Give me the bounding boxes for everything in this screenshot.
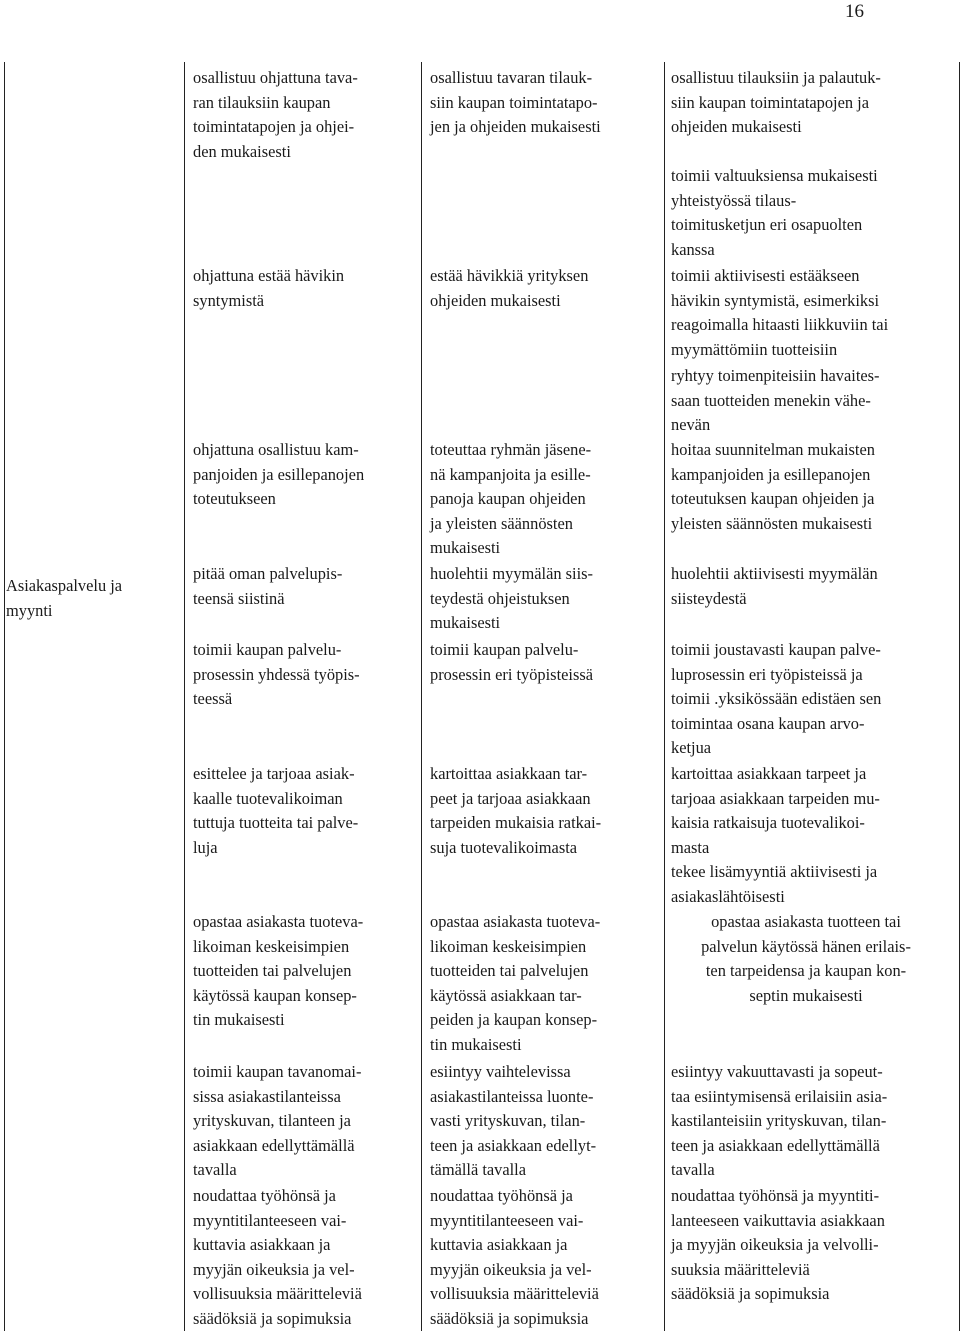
column-divider [421,62,422,1331]
criterion-cell: kartoittaa asiakkaan tarpeet ja tarjoaa asiakkaan tarpeiden mu- kaisia ratkaisuja tuotevalikoi- masta [671,764,880,857]
row-label-asiakaspalvelu: Asiakaspalvelu ja myynti [6,576,123,620]
criterion-cell: tekee lisämyyntiä aktiivisesti ja asiakaslähtöisesti [671,862,878,906]
criterion-cell: noudattaa työhönsä ja myyntitilanteeseen vai- kuttavia asiakkaan ja myyjän oikeuksia ja vel- vollisuuksia määritteleviä säädöksiä ja sopimuksia [430,1186,599,1328]
criterion-cell: toimii aktiivisesti estääkseen hävikin syntymistä, esimerkiksi reagoimalla hitaasti liikkuviin tai myymättömiin tuotteisiin [671,266,889,359]
criterion-cell: noudattaa työhönsä ja myyntitilanteeseen vai- kuttavia asiakkaan ja myyjän oikeuksia ja vel- vollisuuksia määritteleviä säädöksiä ja sopimuksia [193,1186,362,1328]
criterion-cell: pitää oman palvelupis- teensä siistinä [193,564,343,608]
criterion-cell: toimii joustavasti kaupan palve- luprosessin eri työpisteissä ja toimii .yksikössään edistäen sen toimintaa osana kaupan arvo- ketjua [671,640,882,757]
criterion-cell: opastaa asiakasta tuotteen tai palvelun käytössä hänen erilais- ten tarpeidensa ja kaupan kon- septin mukaisesti [701,912,911,1005]
criterion-cell: huolehtii myymälän siis- teydestä ohjeistuksen mukaisesti [430,564,593,632]
criterion-cell: esiintyy vaihtelevissa asiakastilanteissa luonte- vasti yrityskuvan, tilan- teen ja asiakkaan edellyt- tämällä tavalla [430,1062,597,1179]
criterion-cell: toimii valtuuksiensa mukaisesti yhteistyössä tilaus- toimitusketjun eri osapuolten kanssa [671,166,878,259]
criterion-cell: toteuttaa ryhmän jäsene- nä kampanjoita ja esille- panoja kaupan ohjeiden ja yleisten säännösten mukaisesti [430,440,592,557]
criterion-cell: ohjattuna estää hävikin syntymistä [193,266,345,310]
criterion-cell: osallistuu tavaran tilauk- siin kaupan toimintatapo- jen ja ohjeiden mukaisesti [430,68,601,136]
criterion-cell: osallistuu ohjattuna tava- ran tilauksiin kaupan toimintatapojen ja ohjei- den mukaisesti [193,68,358,161]
page-number: 16 [845,1,864,22]
criterion-cell: ryhtyy toimenpiteisiin havaites- saan tuotteiden menekin vähe- nevän [671,366,880,434]
criterion-cell: toimii kaupan tavanomai- sissa asiakastilanteissa yrityskuvan, tilanteen ja asiakkaan edellyttämällä tavalla [193,1062,362,1179]
column-divider [664,62,665,1331]
criterion-cell: huolehtii aktiivisesti myymälän siisteydestä [671,564,878,608]
criterion-cell: opastaa asiakasta tuoteva- likoiman keskeisimpien tuotteiden tai palvelujen käytössä kaupan konsep- tin mukaisesti [193,912,364,1029]
criterion-cell: esiintyy vakuuttavasti ja sopeut- taa esiintymisensä erilaisiin asia- kastilanteisiin yrityskuvan, tilan- teen ja asiakkaan edellyttämällä tavalla [671,1062,888,1179]
criterion-cell: ohjattuna osallistuu kam- panjoiden ja esillepanojen toteutukseen [193,440,365,508]
criterion-cell: osallistuu tilauksiin ja palautuk- siin kaupan toimintatapojen ja ohjeiden mukaisesti [671,68,881,136]
column-divider [184,62,185,1331]
criterion-cell: noudattaa työhönsä ja myyntiti- lanteeseen vaikuttavia asiakkaan ja myyjän oikeuksia ja velvolli- suuksia määritteleviä säädöksiä ja sopimuksia [671,1186,885,1303]
criterion-cell: hoitaa suunnitelman mukaisten kampanjoiden ja esillepanojen toteutuksen kaupan ohjeiden ja yleisten säännösten mukaisesti [671,440,875,533]
criterion-cell: opastaa asiakasta tuoteva- likoiman keskeisimpien tuotteiden tai palvelujen käytössä asiakkaan tar- peiden ja kaupan konsep- tin mukaisesti [430,912,601,1054]
criterion-cell: estää hävikkiä yrityksen ohjeiden mukaisesti [430,266,589,310]
criterion-cell: esittelee ja tarjoaa asiak- kaalle tuotevalikoiman tuttuja tuotteita tai palve- luja [193,764,359,857]
table-border-left [4,62,5,1331]
criterion-cell: toimii kaupan palvelu- prosessin yhdessä työpis- teessä [193,640,360,708]
criterion-cell: kartoittaa asiakkaan tar- peet ja tarjoaa asiakkaan tarpeiden mukaisia ratkai- suja tuotevalikoimasta [430,764,602,857]
criterion-cell: toimii kaupan palvelu- prosessin eri työpisteissä [430,640,593,684]
